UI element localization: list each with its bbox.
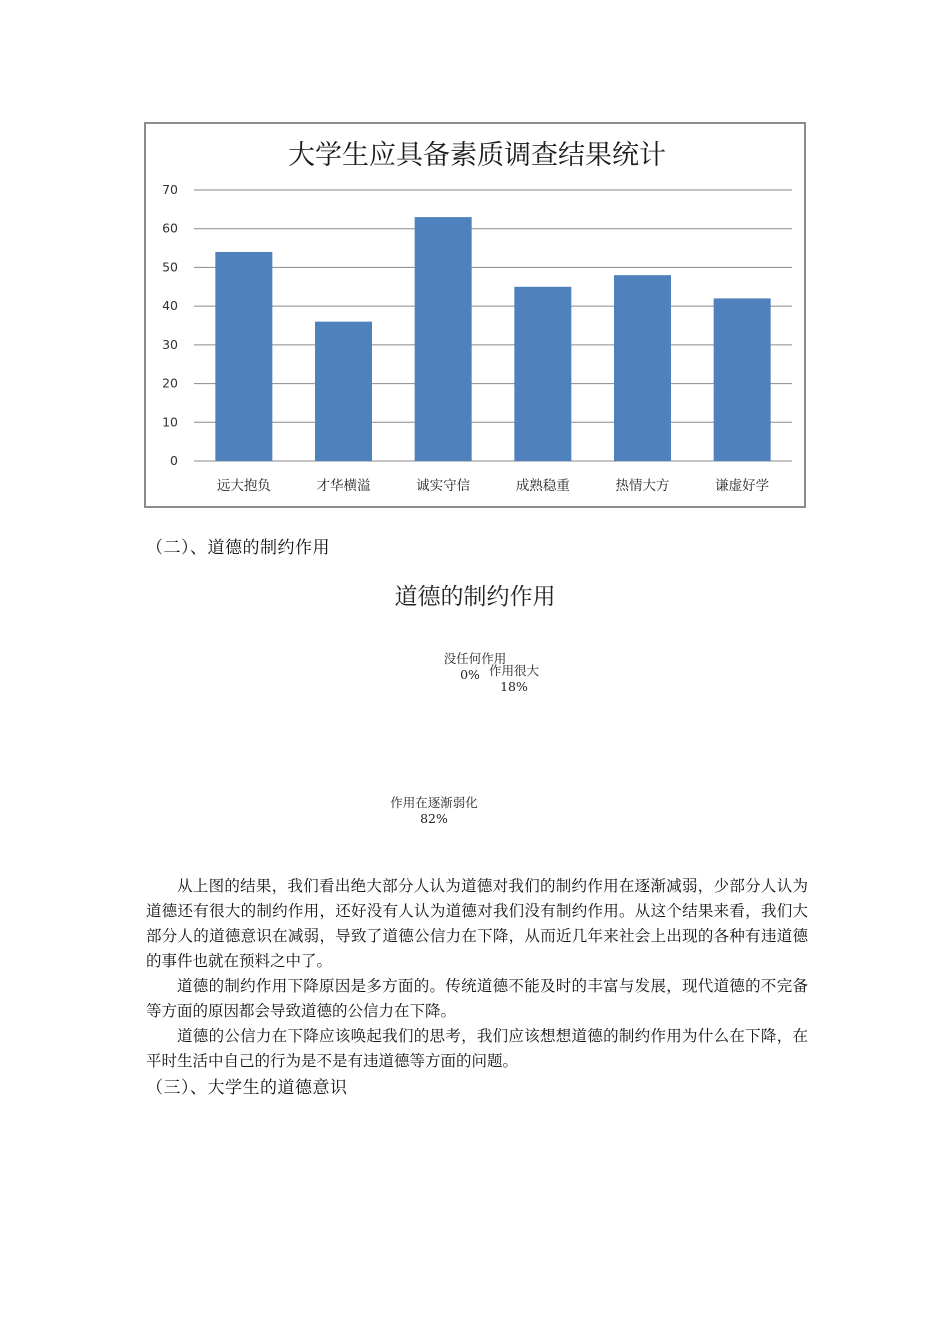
y-tick-label: 70 <box>162 182 178 197</box>
y-tick-label: 20 <box>162 375 178 391</box>
bar-chart <box>144 122 806 508</box>
y-tick-label: 10 <box>162 414 178 430</box>
pie-label-large <box>478 663 550 695</box>
pie-label-large-percent: 18% <box>500 679 528 694</box>
pie-label-weakening-percent: 82% <box>420 811 448 826</box>
y-tick-label: 30 <box>162 336 178 352</box>
y-tick-label: 60 <box>162 220 178 236</box>
x-category-label: 才华横溢 <box>316 478 371 494</box>
pie-label-large-name: 作用很大 <box>488 663 539 678</box>
bar-chart-svg <box>146 124 808 510</box>
body-text <box>146 874 808 1074</box>
y-tick-label: 0 <box>170 453 178 468</box>
x-category-label: 诚实守信 <box>416 478 471 494</box>
x-category-label: 远大抱负 <box>216 478 271 494</box>
section-heading-2: （二）、道德的制约作用 <box>146 538 330 558</box>
y-tick-label: 40 <box>162 298 178 314</box>
paragraph-1: 从上图的结果，我们看出绝大部分人认为道德对我们的制约作用在逐渐减弱，少部分人认为道德还有很大的制约作用，还好没有人认为道德对我们没有制约作用。从这个结果来看，我们大部分人的道德意识在减弱，导致了道德公信力在下降，从而近几年来社会上出现的各种有违道德的事件也就在预料之中了。 <box>146 877 808 970</box>
x-category-label: 谦虚好学 <box>715 478 770 494</box>
paragraph-2: 道德的制约作用下降原因是多方面的。传统道德不能及时的丰富与发展，现代道德的不完备等方面的原因都会导致道德的公信力在下降。 <box>146 977 808 1020</box>
pie-label-none-percent: 0% <box>460 667 480 682</box>
pie-chart-title: 道德的制约作用 <box>394 584 556 610</box>
bar <box>514 287 571 461</box>
x-category-label: 热情大方 <box>615 478 670 494</box>
bar <box>315 322 372 461</box>
x-category-label: 成熟稳重 <box>515 478 570 494</box>
pie-label-weakening-name: 作用在逐渐弱化 <box>390 795 478 810</box>
bar <box>215 252 272 461</box>
y-tick-label: 50 <box>162 259 178 275</box>
pie-label-none-name: 没任何作用 <box>443 651 507 666</box>
bar-chart-title: 大学生应具备素质调查结果统计 <box>288 140 666 171</box>
bar <box>415 217 472 461</box>
section-heading-3: （三）、大学生的道德意识 <box>146 1078 348 1098</box>
bar <box>614 275 671 461</box>
paragraph-3: 道德的公信力在下降应该唤起我们的思考，我们应该想想道德的制约作用为什么在下降，在平时生活中自己的行为是不是有违道德等方面的问题。 <box>146 1027 808 1070</box>
pie-label-weakening <box>376 795 492 827</box>
bar <box>714 298 771 461</box>
